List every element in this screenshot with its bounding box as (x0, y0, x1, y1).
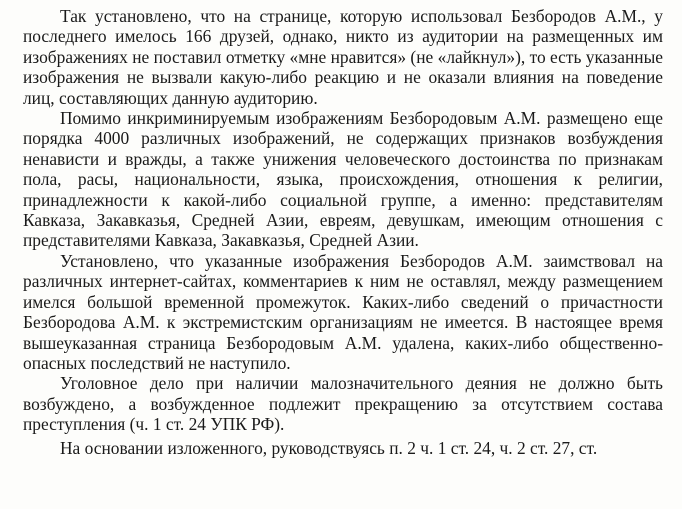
paragraph-5-cut-off: На основании изложенного, руководствуясь п. 2 ч. 1 ст. 24, ч. 2 ст. 27, ст. (60, 437, 598, 458)
paragraph-4: Уголовное дело при наличии малозначительного деяния не должно быть возбуждено, а возбужденное подлежит прекращению за отсутствием состава преступления (ч. 1 ст. 24 УПК РФ). (23, 373, 663, 435)
paragraph-3: Установлено, что указанные изображения Безбородов А.М. заимствовал на различных интернет-сайтах, комментариев к ним не оставлял, между размещением имелся большой временной промежуток. Каких-либо сведений о причастности Безбородова А.М. к экстремистским организациям не имеется. В настоящее время вышеуказанная страница Безбородовым А.М. удалена, каких-либо общественно-опасных последствий не наступило. (23, 250, 663, 373)
paragraph-2: Помимо инкриминируемым изображениям Безбородовым А.М. размещено еще порядка 4000 различных изображений, не содержащих признаков возбуждения ненависти и вражды, а также унижения человеческого достоинства по признакам пола, расы, национальности, языка, происхождения, отношения к религии, принадлежности к какой-либо социальной группе, а именно: представителям Кавказа, Закавказья, Средней Азии, евреям, девушкам, имеющим отношения с представителями Кавказа, Закавказья, Средней Азии. (23, 108, 663, 251)
paragraph-1: Так установлено, что на странице, которую использовал Безбородов А.М., у последнего имелось 166 друзей, однако, никто из аудитории на размещенных им изображениях не поставил отметку «мне нравится» (не «лайкнул»), то есть указанные изображения не вызвали какую-либо реакцию и не оказали влияния на поведение лиц, составляющих данную аудиторию. (23, 6, 663, 108)
document-body (23, 6, 663, 458)
